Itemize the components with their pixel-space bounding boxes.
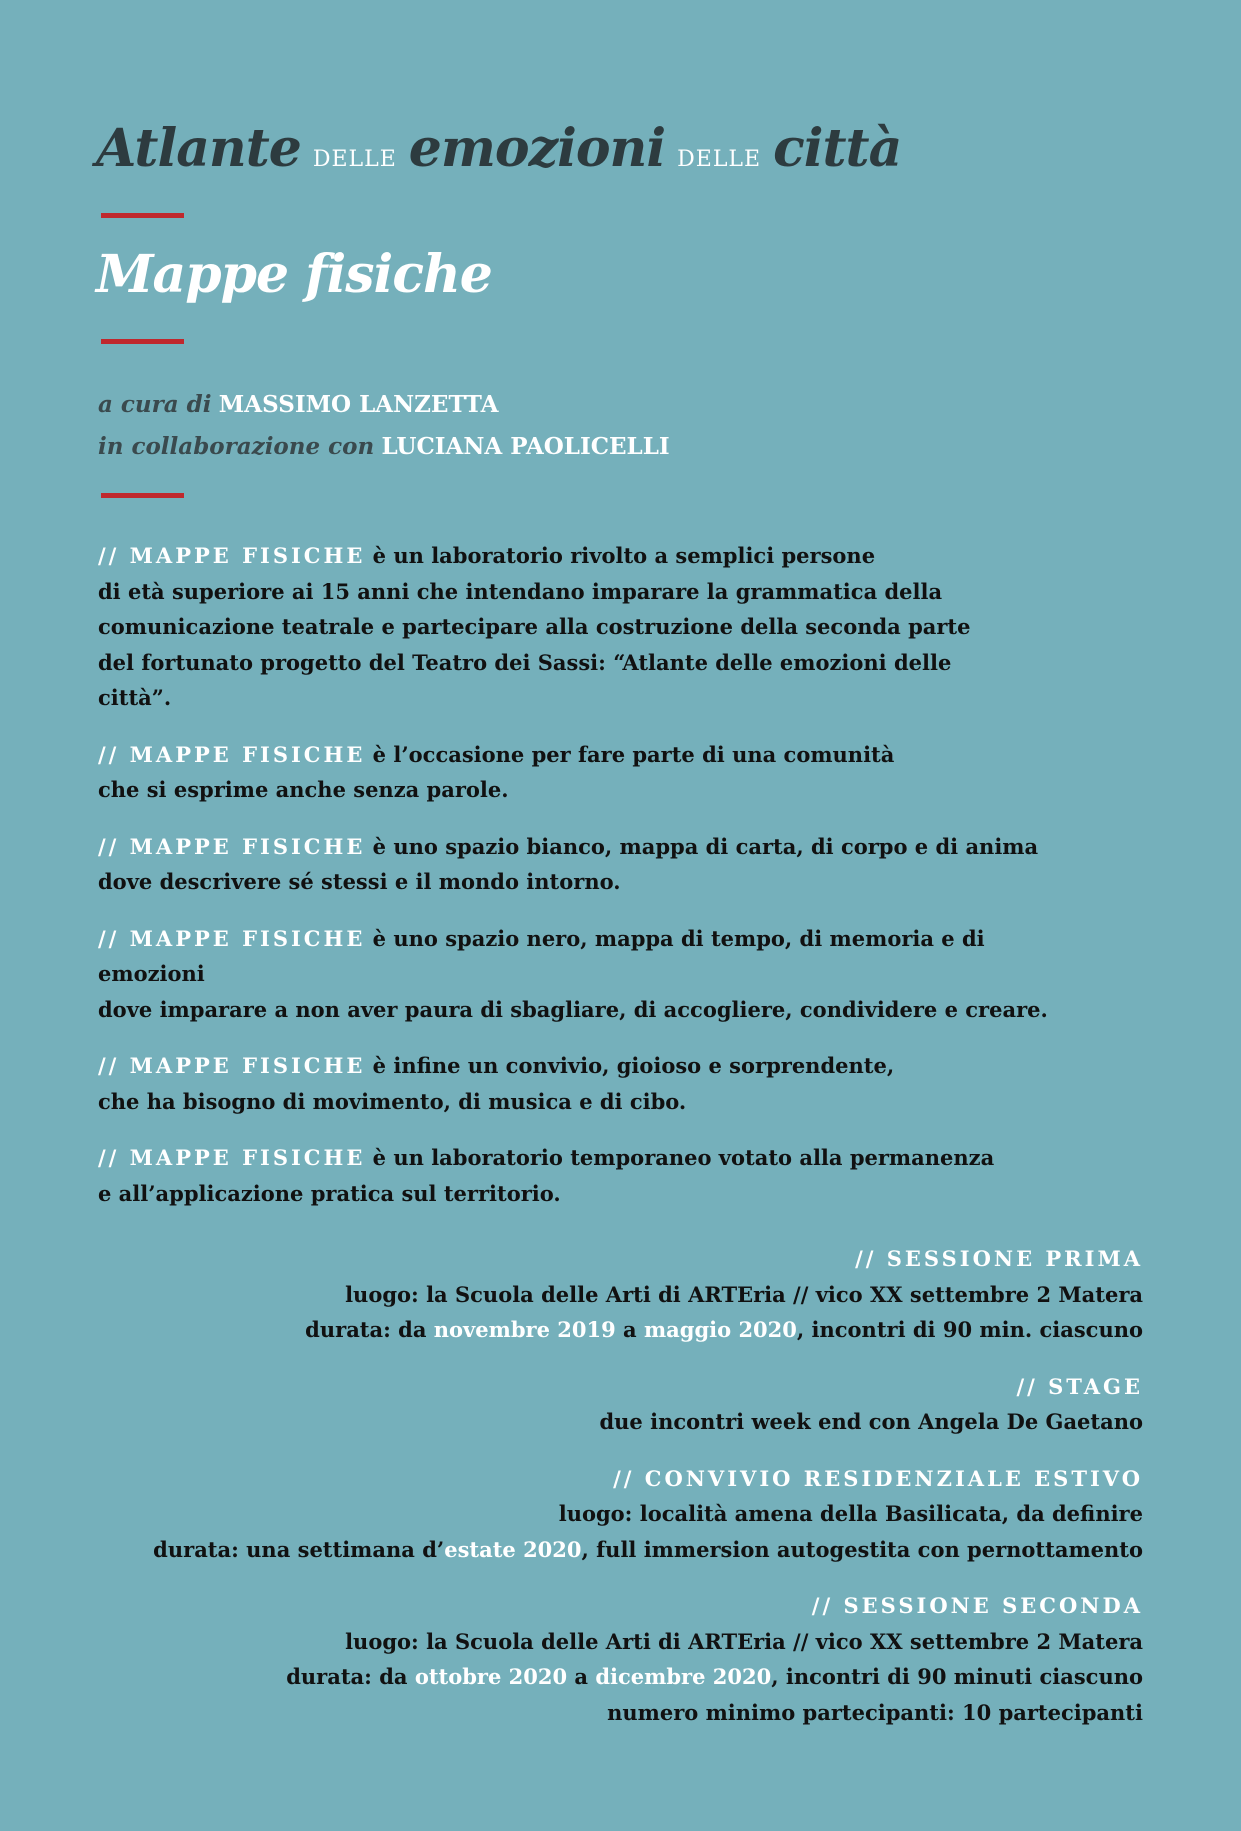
paragraph-tag: // MAPPE FISICHE: [98, 925, 366, 951]
red-divider-3: [101, 493, 184, 498]
collaborator-line: [98, 426, 670, 468]
curator-name: MASSIMO LANZETTA: [218, 391, 499, 418]
paragraph-rest: che si esprime anche senza parole.: [98, 777, 509, 802]
duration-prefix: durata: una settimana d’: [153, 1536, 445, 1562]
session-location: luogo: la Scuola delle Arti di ARTEria // vico XX settembre 2 Matera: [345, 1281, 1143, 1307]
paragraph-rest: che ha bisogno di movimento, di musica e di cibo.: [98, 1088, 687, 1114]
curator-line: [98, 384, 670, 426]
title-word-atlante: Atlante: [96, 118, 301, 179]
season-date: estate 2020: [444, 1536, 582, 1562]
start-date: novembre 2019: [433, 1317, 616, 1342]
paragraph-rest: e all’applicazione pratica sul territorio.: [98, 1180, 561, 1206]
duration-connector: a: [567, 1664, 596, 1689]
title-connector-1: DELLE: [312, 147, 397, 172]
curator-role: a cura di: [98, 391, 212, 418]
paragraph-rest: dove imparare a non aver paura di sbagliare, di accogliere, condividere e creare.: [98, 996, 1048, 1022]
start-date: ottobre 2020: [414, 1664, 568, 1689]
paragraph-lead: è infine un convivio, gioioso e sorprendente,: [365, 1053, 895, 1078]
description: [98, 538, 1058, 1232]
session-prima: [143, 1241, 1143, 1348]
paragraph-lead: è un laboratorio temporaneo votato alla permanenza: [365, 1145, 995, 1170]
title-connector-2: DELLE: [677, 147, 762, 172]
end-date: maggio 2020: [643, 1317, 797, 1342]
session-duration: [143, 1312, 1143, 1348]
paragraph-lead: è uno spazio bianco, mappa di carta, di corpo e di anima: [365, 833, 1039, 859]
duration-suffix: , full immersion autogestita con pernottamento: [581, 1536, 1143, 1562]
session-detail: due incontri week end con Angela De Gaetano: [599, 1409, 1143, 1434]
session-convivio: [143, 1461, 1143, 1568]
paragraph-tag: // MAPPE FISICHE: [98, 1145, 366, 1170]
description-paragraph: [98, 1140, 1058, 1211]
paragraph-lead: è l’occasione per fare parte di una comunità: [365, 741, 895, 767]
title-word-citta: città: [773, 118, 902, 179]
session-location: luogo: la Scuola delle Arti di ARTEria // vico XX settembre 2 Matera: [345, 1628, 1143, 1654]
sessions: [143, 1241, 1143, 1751]
paragraph-lead: è uno spazio nero, mappa di tempo, di memoria e di emozioni: [98, 925, 985, 986]
subtitle: Mappe fisiche: [96, 244, 492, 305]
description-paragraph: [98, 538, 1058, 716]
minimum-participants: numero minimo partecipanti: 10 partecipanti: [607, 1699, 1143, 1725]
collaborator-role: in collaborazione con: [98, 433, 375, 460]
description-paragraph: [98, 921, 1058, 1028]
paragraph-tag: // MAPPE FISICHE: [98, 1053, 366, 1078]
red-divider-1: [101, 213, 184, 218]
paragraph-tag: // MAPPE FISICHE: [98, 741, 366, 767]
duration-suffix: , incontri di 90 min. ciascuno: [796, 1317, 1143, 1342]
collaborator-name: LUCIANA PAOLICELLI: [381, 433, 670, 460]
paragraph-rest: di età superiore ai 15 anni che intendano imparare la grammatica della comunicazione teatrale e partecipare alla costruzione della seconda parte del fortunato progetto del Teatro dei Sassi: “Atlante delle emozioni delle città”.: [98, 578, 971, 710]
description-paragraph: [98, 1048, 1058, 1119]
title-word-emozioni: emozioni: [408, 118, 666, 179]
paragraph-tag: // MAPPE FISICHE: [98, 833, 366, 859]
session-heading: // CONVIVIO RESIDENZIALE ESTIVO: [613, 1465, 1143, 1491]
session-seconda: [143, 1588, 1143, 1730]
credits: [98, 384, 670, 468]
description-paragraph: [98, 829, 1058, 900]
session-duration: [143, 1659, 1143, 1695]
red-divider-2: [101, 339, 184, 344]
session-heading: // STAGE: [1016, 1373, 1143, 1399]
paragraph-tag: // MAPPE FISICHE: [98, 543, 366, 568]
session-duration: [143, 1532, 1143, 1568]
session-heading: // SESSIONE SECONDA: [811, 1593, 1143, 1618]
paragraph-lead: è un laboratorio rivolto a semplici persone: [365, 543, 876, 568]
duration-connector: a: [615, 1317, 644, 1342]
paragraph-rest: dove descrivere sé stessi e il mondo intorno.: [98, 869, 621, 894]
duration-suffix: , incontri di 90 minuti ciascuno: [771, 1664, 1143, 1689]
session-location: luogo: località amena della Basilicata, da definire: [558, 1501, 1143, 1526]
duration-prefix: durata: da: [305, 1317, 434, 1342]
duration-prefix: durata: da: [286, 1664, 415, 1689]
description-paragraph: [98, 737, 1058, 808]
session-stage: [143, 1369, 1143, 1440]
end-date: dicembre 2020: [595, 1664, 772, 1689]
session-heading: // SESSIONE PRIMA: [855, 1246, 1143, 1271]
main-title: [96, 118, 901, 179]
